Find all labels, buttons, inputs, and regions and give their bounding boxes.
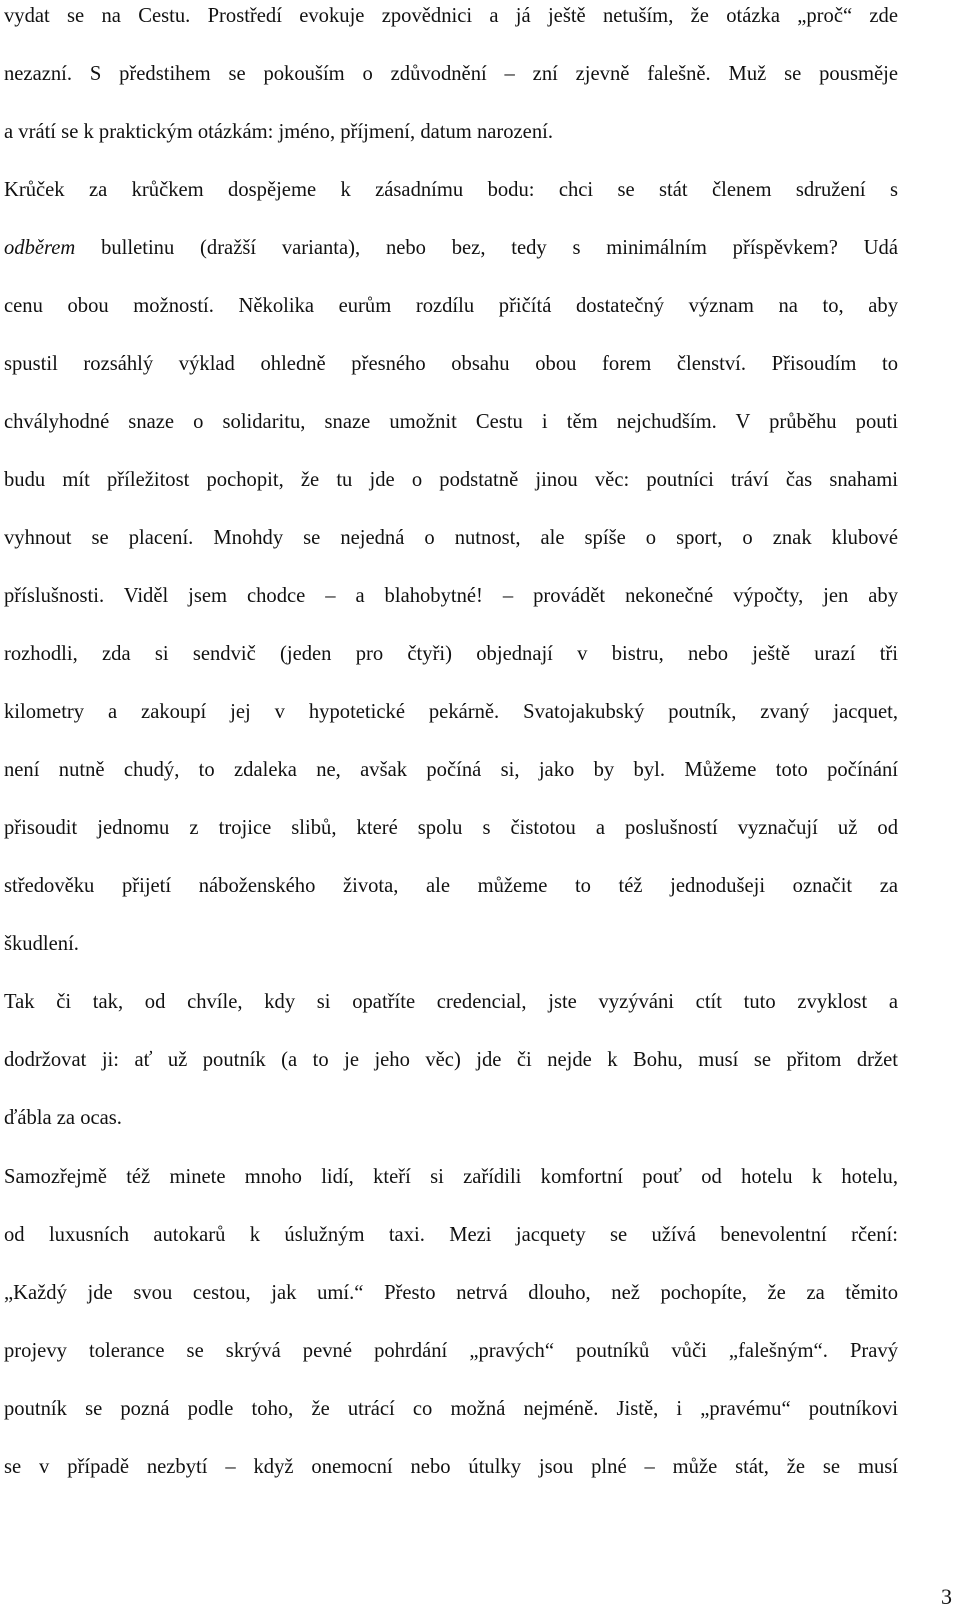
text-line: Samozřejmě též minete mnoho lidí, kteří si zařídili komfortní pouť od hotelu k hotelu, bbox=[4, 1166, 898, 1188]
text-line: dodržovat ji: ať už poutník (a to je jeho věc) jde či nejde k Bohu, musí se přitom držet bbox=[4, 1049, 898, 1071]
text-line: Tak či tak, od chvíle, kdy si opatříte credencial, jste vyzýváni ctít tuto zvyklost a bbox=[4, 991, 898, 1013]
text-line: „Každý jde svou cestou, jak umí.“ Přesto netrvá dlouho, než pochopíte, že za těmito bbox=[4, 1282, 898, 1304]
page-number: 3 bbox=[941, 1584, 952, 1609]
text-line: a vrátí se k praktickým otázkám: jméno, příjmení, datum narození. bbox=[4, 121, 553, 143]
line-remainder: bulletinu (dražší varianta), nebo bez, tedy s minimálním příspěvkem? Udá bbox=[75, 237, 898, 259]
text-line bbox=[4, 228, 898, 268]
text-line: od luxusních autokarů k úslužným taxi. Mezi jacquety se užívá benevolentní rčení: bbox=[4, 1224, 898, 1246]
text-line: přisoudit jednomu z trojice slibů, které spolu s čistotou a poslušností vyznačují už od bbox=[4, 817, 898, 839]
text-line: budu mít příležitost pochopit, že tu jde o podstatně jinou věc: poutníci tráví čas snahami bbox=[4, 469, 898, 491]
text-line: středověku přijetí náboženského života, ale můžeme to též jednodušeji označit za bbox=[4, 875, 898, 897]
text-line: chvályhodné snaze o solidaritu, snaze umožnit Cestu i těm nejchudším. V průběhu pouti bbox=[4, 411, 898, 433]
text-line: projevy tolerance se skrývá pevné pohrdání „pravých“ poutníků vůči „falešným“. Pravý bbox=[4, 1340, 898, 1362]
text-line: spustil rozsáhlý výklad ohledně přesného obsahu obou forem členství. Přisoudím to bbox=[4, 353, 898, 375]
text-line: vydat se na Cestu. Prostředí evokuje zpovědnici a já ještě netuším, že otázka „proč“ zde bbox=[4, 5, 898, 27]
text-line: ďábla za ocas. bbox=[4, 1107, 122, 1129]
text-line: poutník se pozná podle toho, že utrácí co možná nejméně. Jistě, i „pravému“ poutníkovi bbox=[4, 1398, 898, 1420]
text-line: rozhodli, zda si sendvič (jeden pro čtyři) objednají v bistru, nebo ještě urazí tři bbox=[4, 643, 898, 665]
italic-word: odběrem bbox=[4, 237, 76, 259]
text-line: se v případě nezbytí – když onemocní nebo útulky jsou plné – může stát, že se musí bbox=[4, 1456, 898, 1478]
text-line: Krůček za krůčkem dospějeme k zásadnímu bodu: chci se stát členem sdružení s bbox=[4, 179, 898, 201]
text-line: škudlení. bbox=[4, 933, 79, 955]
text-line: kilometry a zakoupí jej v hypotetické pekárně. Svatojakubský poutník, zvaný jacquet, bbox=[4, 701, 898, 723]
text-line: cenu obou možností. Několika eurům rozdílu přičítá dostatečný význam na to, aby bbox=[4, 295, 898, 317]
text-line: není nutně chudý, to zdaleka ne, avšak počíná si, jako by byl. Můžeme toto počínání bbox=[4, 759, 898, 781]
text-line: nezazní. S předstihem se pokouším o zdůvodnění – zní zjevně falešně. Muž se pousměje bbox=[4, 63, 898, 85]
text-line: vyhnout se placení. Mnohdy se nejedná o nutnost, ale spíše o sport, o znak klubové bbox=[4, 527, 898, 549]
text-line: příslušnosti. Viděl jsem chodce – a blahobytné! – provádět nekonečné výpočty, jen aby bbox=[4, 585, 898, 607]
